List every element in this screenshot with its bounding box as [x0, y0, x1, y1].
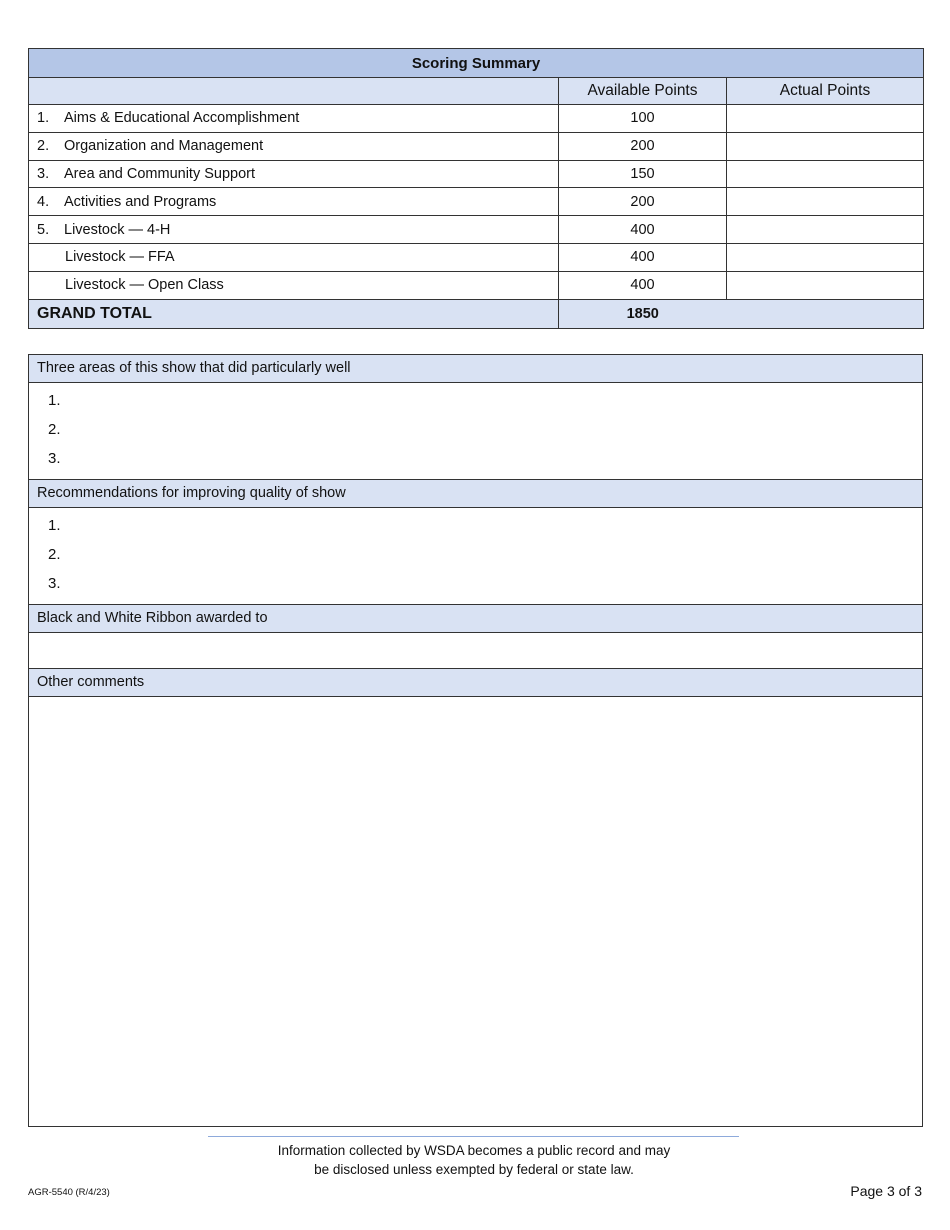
available-points-cell: 150	[559, 160, 727, 188]
actual-points-cell[interactable]	[727, 160, 924, 188]
ribbon-field[interactable]	[29, 633, 922, 669]
list-item[interactable]: 2.	[48, 546, 61, 563]
table-title-row	[29, 49, 924, 78]
row-label	[29, 132, 559, 160]
table-row	[29, 271, 924, 299]
notice-line-2: be disclosed unless exempted by federal or state law.	[314, 1162, 634, 1177]
ribbon-heading: Black and White Ribbon awarded to	[29, 605, 922, 633]
actual-points-cell[interactable]	[727, 132, 924, 160]
list-item[interactable]: 2.	[48, 421, 61, 438]
table-row	[29, 243, 924, 271]
table-row	[29, 132, 924, 160]
actual-points-cell[interactable]	[727, 216, 924, 244]
did-well-heading: Three areas of this show that did particularly well	[29, 355, 922, 383]
available-points-cell: 400	[559, 216, 727, 244]
row-number: 3.	[37, 165, 50, 182]
row-label	[29, 160, 559, 188]
scoring-summary-table	[28, 48, 924, 329]
row-label	[29, 216, 559, 244]
actual-points-cell[interactable]	[727, 105, 924, 133]
list-item[interactable]: 3.	[48, 575, 61, 592]
list-item[interactable]: 1.	[48, 517, 61, 534]
table-title: Scoring Summary	[29, 49, 924, 78]
list-item[interactable]: 1.	[48, 392, 61, 409]
row-label-text: Activities and Programs	[64, 193, 217, 210]
table-header-row	[29, 78, 924, 105]
table-row	[29, 105, 924, 133]
available-points-cell: 400	[559, 243, 727, 271]
public-record-notice	[200, 1141, 748, 1179]
row-label-text: Organization and Management	[64, 138, 264, 155]
table-row	[29, 216, 924, 244]
grand-total-blank	[727, 299, 924, 328]
row-label	[29, 105, 559, 133]
available-points-cell: 100	[559, 105, 727, 133]
grand-total-row	[29, 299, 924, 328]
table-row	[29, 160, 924, 188]
footer-divider	[208, 1136, 739, 1137]
grand-total-label: GRAND TOTAL	[29, 299, 559, 328]
row-label	[29, 271, 559, 299]
form-id: AGR-5540 (R/4/23)	[28, 1187, 110, 1198]
actual-points-cell[interactable]	[727, 243, 924, 271]
notice-line-1: Information collected by WSDA becomes a public record and may	[277, 1143, 671, 1158]
available-points-cell: 400	[559, 271, 727, 299]
list-item[interactable]: 3.	[48, 450, 61, 467]
row-number: 1.	[37, 110, 50, 127]
row-label-text: Livestock — FFA	[65, 249, 175, 266]
recommendations-heading: Recommendations for improving quality of show	[29, 480, 922, 508]
header-available-points: Available Points	[559, 78, 727, 105]
available-points-cell: 200	[559, 188, 727, 216]
available-points-cell: 200	[559, 132, 727, 160]
row-label-text: Livestock — Open Class	[65, 277, 224, 294]
row-label-text: Livestock — 4-H	[64, 221, 171, 238]
row-number: 4.	[37, 193, 50, 210]
actual-points-cell[interactable]	[727, 188, 924, 216]
did-well-list[interactable]	[29, 386, 922, 480]
row-number: 5.	[37, 221, 50, 238]
header-blank	[29, 78, 559, 105]
row-label	[29, 243, 559, 271]
row-label-text: Area and Community Support	[64, 165, 256, 182]
row-label	[29, 188, 559, 216]
actual-points-cell[interactable]	[727, 271, 924, 299]
recommendations-list[interactable]	[29, 511, 922, 605]
row-label-text: Aims & Educational Accomplishment	[64, 110, 300, 127]
comments-field[interactable]	[29, 697, 922, 1131]
grand-total-value: 1850	[559, 299, 727, 328]
page-number: Page 3 of 3	[850, 1183, 922, 1199]
table-row	[29, 188, 924, 216]
row-number: 2.	[37, 138, 50, 155]
header-actual-points: Actual Points	[727, 78, 924, 105]
comments-heading: Other comments	[29, 669, 922, 697]
comments-form	[28, 354, 923, 1127]
